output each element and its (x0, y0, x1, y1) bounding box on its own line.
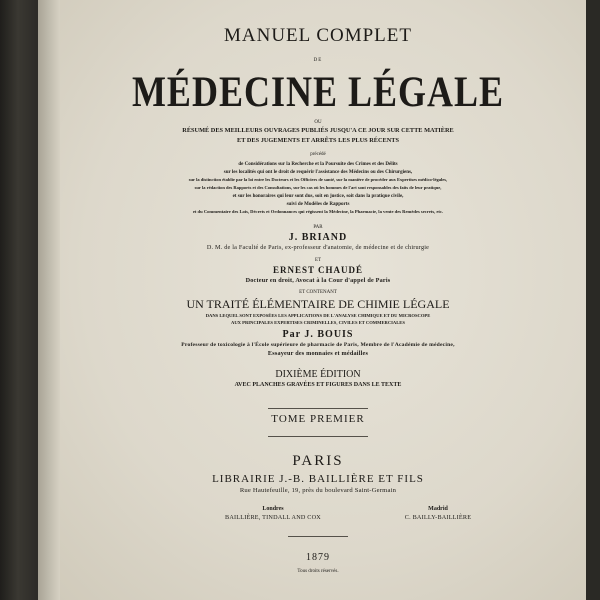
author3-desc1: Professeur de toxicologie à l'École supérieure de pharmacie de Paris, Membre de l'Académie de médecine, (181, 342, 455, 348)
traite-desc2: AUX PRINCIPALES EXPERTISES CRIMINELLES, CIVILES ET COMMERCIALES (231, 320, 405, 325)
rights-notice: Tous droits réservés. (297, 569, 339, 574)
london-label: Londres (262, 506, 284, 512)
publisher-address: Rue Hautefeuille, 19, près du boulevard Saint-Germain (239, 487, 397, 494)
contenant-label: ET CONTENANT (299, 290, 337, 295)
author3-desc2: Essayeur des monnaies et médailles (267, 350, 369, 357)
divider (288, 536, 348, 537)
publisher-name: LIBRAIRIE J.-B. BAILLIÈRE ET FILS (212, 473, 424, 485)
title-main: MÉDECINE LÉGALE (131, 67, 505, 116)
edition-title: DIXIÈME ÉDITION (275, 369, 361, 380)
publisher-city: PARIS (292, 453, 344, 469)
author1-name: J. BRIAND (288, 232, 348, 243)
title-ou: OU (314, 120, 322, 125)
edition-desc: AVEC PLANCHES GRAVÉES ET FIGURES DANS LE TEXTE (234, 382, 402, 388)
desc-line: suivi de Modèles de Rapports (286, 202, 350, 207)
desc-line: et sur les honoraires qui leur sont dus, soit en justice, soit dans la pratique civile, (232, 194, 404, 199)
desc-line: sur la rédaction des Rapports et des Consultations, sur les cas où les hommes de l'art sont responsables des faits de leur pratique, (194, 185, 442, 190)
title-de: DE (313, 58, 323, 63)
author3-name: Par J. BOUIS (282, 329, 354, 340)
subtitle-line1: RÉSUMÉ DES MEILLEURS OUVRAGES PUBLIÉS JUSQU'A CE JOUR SUR CETTE MATIÈRE (182, 127, 454, 134)
title-page-content (108, 0, 528, 600)
madrid-label: Madrid (428, 506, 448, 512)
author2-name: ERNEST CHAUDÉ (272, 265, 364, 275)
title-page (38, 0, 586, 600)
title-line1: MANUEL COMPLET (224, 25, 412, 46)
par-label: PAR (313, 225, 323, 230)
desc-line: de Considérations sur la Recherche et la Poursuite des Crimes et des Délits (238, 162, 398, 167)
subtitle-precede: précédé (310, 152, 326, 157)
tome-label: TOME PREMIER (271, 413, 365, 425)
divider (268, 436, 368, 437)
desc-line: sur les localités qui ont le droit de requérir l'assistance des Médecins ou des Chirurgiens, (223, 170, 413, 175)
divider (268, 408, 368, 409)
london-publisher: BAILLIÈRE, TINDALL AND COX (225, 514, 321, 521)
et-label: ET (314, 258, 322, 263)
author2-desc: Docteur en droit, Avocat à la Cour d'appel de Paris (245, 277, 391, 284)
publication-year: 1879 (306, 552, 330, 563)
subtitle-line2: ET DES JUGEMENTS ET ARRÊTS LES PLUS RÉCENTS (237, 137, 399, 144)
author1-desc: D. M. de la Faculté de Paris, ex-professeur d'anatomie, de médecine et de chirurgie (206, 244, 430, 251)
desc-line: sur la distinction établie par la loi entre les Docteurs et les Officiers de santé, sur la manière de procéder aux Expertises médico-légales, (188, 177, 448, 182)
desc-line: et du Commentaire des Lois, Décrets et Ordonnances qui régissent la Médecine, la Pharmacie, la vente des Remèdes secrets, etc. (192, 209, 444, 214)
traite-desc1: DANS LEQUEL SONT EXPOSÉES LES APPLICATIONS DE L'ANALYSE CHIMIQUE ET DU MICROSCOPE (205, 313, 431, 318)
traite-title: UN TRAITÉ ÉLÉMENTAIRE DE CHIMIE LÉGALE (186, 297, 450, 311)
madrid-publisher: C. BAILLY-BAILLIÈRE (404, 514, 472, 521)
